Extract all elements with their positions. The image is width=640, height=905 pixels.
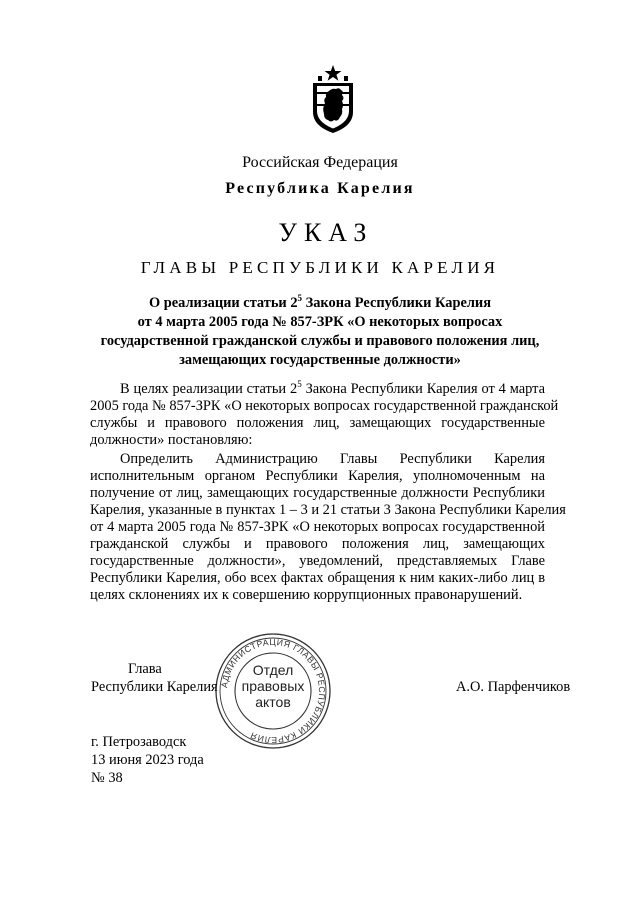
document-type: УКАЗ <box>278 218 374 247</box>
paragraph-resolution: Определить Администрацию Главы Республики Карелия исполнительным органом Республики Карелия, уполномоченным на получение от лиц, замещающих государственные должности Республики Карелия, указанные в пунктах 1 – 3 и 21 статьи 3 Закона Республики Карелия от 4 марта 2005 года № 857-ЗРК «О некоторых вопросах государственной гражданской службы и правового положения лиц, замещающих государственные должности», уведомлений, представляемых Главе Республики Карелия, обо всех фактах обращения к ним каких-либо лиц в целях склонениях их к совершению коррупционных правонарушений. <box>90 451 566 603</box>
decree-number: № 38 <box>91 770 123 786</box>
country-name: Российская Федерация <box>242 154 398 171</box>
issue-city: г. Петрозаводск <box>91 734 187 750</box>
signature-role-line1: Глава <box>128 661 162 677</box>
stamp-center-text: Отдел правовых актов <box>241 662 305 710</box>
stamp-ring-text: АДМИНИСТРАЦИЯ ГЛАВЫ РЕСПУБЛИКИ КАРЕЛИЯ <box>219 636 328 746</box>
issuer: ГЛАВЫ РЕСПУБЛИКИ КАРЕЛИЯ <box>140 258 500 277</box>
star-icon <box>325 65 342 81</box>
paragraph-preamble: В целях реализации статьи $2^5$ Закона Республики Карелия от 4 марта 2005 года № 857-ЗРК «О некоторых вопросах государственной гражданской службы и правового положения лиц, замещающих государственные должности» постановляю: <box>90 379 559 448</box>
coat-of-arms-emblem <box>309 64 357 134</box>
issue-date: 13 июня 2023 года <box>91 752 204 768</box>
signatory-name: А.О. Парфенчиков <box>456 679 571 695</box>
decree-title: О реализации статьи $2^5$ Закона Республики Карелия от 4 марта 2005 года № 857-ЗРК «О некоторых вопросах государственной гражданской службы и правового положения лиц, замещающих государственные должности» <box>100 293 540 368</box>
signature-role-line2: Республики Карелия <box>91 679 218 695</box>
republic-name: Республика Карелия <box>225 180 415 197</box>
